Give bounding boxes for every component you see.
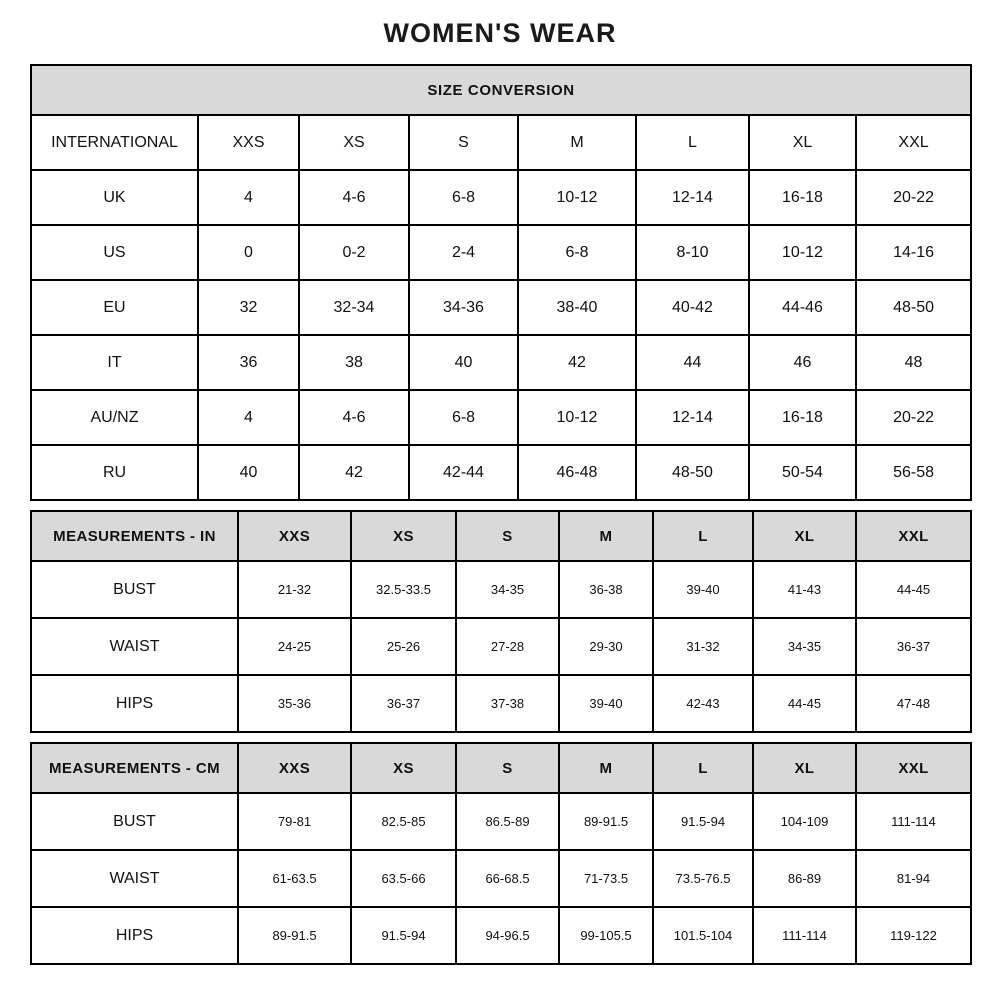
table-row <box>31 793 971 850</box>
measurements-cm-cell: 119-122 <box>856 907 971 964</box>
measurements-cm-cell: 101.5-104 <box>653 907 753 964</box>
size-conversion-col-header: XS <box>299 115 409 170</box>
size-conversion-cell: 40-42 <box>636 280 749 335</box>
size-conversion-col-header: XXL <box>856 115 971 170</box>
size-conversion-cell: 12-14 <box>636 390 749 445</box>
table-row <box>31 390 971 445</box>
size-conversion-header: SIZE CONVERSION <box>31 65 971 115</box>
measurements-in-size-header: L <box>653 511 753 561</box>
measurements-cm-cell: 111-114 <box>753 907 856 964</box>
measurements-in-cell: 32.5-33.5 <box>351 561 456 618</box>
size-conversion-cell: 40 <box>198 445 299 500</box>
measurements-cm-cell: 104-109 <box>753 793 856 850</box>
size-conversion-cell: 4 <box>198 390 299 445</box>
size-conversion-cell: 38-40 <box>518 280 636 335</box>
measurements-cm-size-header: S <box>456 743 559 793</box>
measurements-in-size-header: M <box>559 511 653 561</box>
measurements-in-cell: 27-28 <box>456 618 559 675</box>
size-conversion-cell: 10-12 <box>518 390 636 445</box>
size-conversion-cell: 10-12 <box>518 170 636 225</box>
measurements-cm-cell: 66-68.5 <box>456 850 559 907</box>
measurements-in-header: MEASUREMENTS - IN <box>31 511 238 561</box>
measurements-cm-table <box>30 742 972 965</box>
measurements-cm-cell: 61-63.5 <box>238 850 351 907</box>
size-conversion-cell: 48-50 <box>636 445 749 500</box>
size-conversion-cell: 14-16 <box>856 225 971 280</box>
measurements-cm-cell: 82.5-85 <box>351 793 456 850</box>
measurements-in-size-header: XL <box>753 511 856 561</box>
size-conversion-cell: 40 <box>409 335 518 390</box>
table-row <box>31 335 971 390</box>
measurements-cm-header-row <box>31 743 971 793</box>
table-row <box>31 850 971 907</box>
size-conversion-cell: 16-18 <box>749 390 856 445</box>
size-conversion-cell: 0 <box>198 225 299 280</box>
measurements-in-cell: 35-36 <box>238 675 351 732</box>
measurements-cm-cell: 99-105.5 <box>559 907 653 964</box>
measurements-cm-cell: 81-94 <box>856 850 971 907</box>
size-conversion-cell: 44 <box>636 335 749 390</box>
size-conversion-columns-row <box>31 115 971 170</box>
table-row <box>31 225 971 280</box>
size-conversion-header-row <box>31 65 971 115</box>
size-conversion-col-header: S <box>409 115 518 170</box>
size-conversion-cell: 42 <box>299 445 409 500</box>
measurements-cm-cell: 63.5-66 <box>351 850 456 907</box>
measurements-in-table <box>30 510 972 733</box>
measurements-in-cell: 24-25 <box>238 618 351 675</box>
size-conversion-row-label: UK <box>31 170 198 225</box>
size-conversion-cell: 6-8 <box>409 170 518 225</box>
measurements-cm-cell: 111-114 <box>856 793 971 850</box>
measurements-cm-size-header: XXL <box>856 743 971 793</box>
measurements-in-cell: 37-38 <box>456 675 559 732</box>
size-conversion-cell: 48-50 <box>856 280 971 335</box>
measurements-cm-cell: 79-81 <box>238 793 351 850</box>
measurements-in-size-header: XS <box>351 511 456 561</box>
table-row <box>31 170 971 225</box>
size-conversion-cell: 32-34 <box>299 280 409 335</box>
measurements-in-cell: 44-45 <box>856 561 971 618</box>
size-conversion-cell: 36 <box>198 335 299 390</box>
measurements-in-cell: 21-32 <box>238 561 351 618</box>
size-conversion-col-header: XL <box>749 115 856 170</box>
size-conversion-row-label: RU <box>31 445 198 500</box>
measurements-cm-cell: 89-91.5 <box>238 907 351 964</box>
size-conversion-cell: 48 <box>856 335 971 390</box>
size-conversion-cell: 56-58 <box>856 445 971 500</box>
size-conversion-col-header: XXS <box>198 115 299 170</box>
measurements-in-cell: 25-26 <box>351 618 456 675</box>
measurements-cm-row-label: WAIST <box>31 850 238 907</box>
size-conversion-cell: 34-36 <box>409 280 518 335</box>
measurements-in-cell: 34-35 <box>753 618 856 675</box>
size-conversion-cell: 0-2 <box>299 225 409 280</box>
measurements-in-cell: 36-38 <box>559 561 653 618</box>
measurements-cm-row-label: BUST <box>31 793 238 850</box>
measurements-cm-size-header: XS <box>351 743 456 793</box>
table-row <box>31 618 971 675</box>
measurements-cm-header: MEASUREMENTS - CM <box>31 743 238 793</box>
measurements-in-size-header: XXS <box>238 511 351 561</box>
measurements-cm-size-header: L <box>653 743 753 793</box>
size-conversion-cell: 6-8 <box>518 225 636 280</box>
size-conversion-cell: 38 <box>299 335 409 390</box>
size-conversion-table <box>30 64 972 501</box>
measurements-cm-row-label: HIPS <box>31 907 238 964</box>
size-conversion-cell: 4-6 <box>299 390 409 445</box>
measurements-cm-cell: 91.5-94 <box>653 793 753 850</box>
measurements-in-cell: 36-37 <box>856 618 971 675</box>
table-row <box>31 445 971 500</box>
measurements-in-cell: 31-32 <box>653 618 753 675</box>
size-conversion-row-label: IT <box>31 335 198 390</box>
measurements-in-cell: 34-35 <box>456 561 559 618</box>
size-conversion-cell: 46-48 <box>518 445 636 500</box>
size-conversion-cell: 32 <box>198 280 299 335</box>
size-conversion-cell: 4-6 <box>299 170 409 225</box>
size-conversion-cell: 50-54 <box>749 445 856 500</box>
measurements-in-row-label: WAIST <box>31 618 238 675</box>
measurements-cm-cell: 86-89 <box>753 850 856 907</box>
measurements-in-row-label: HIPS <box>31 675 238 732</box>
measurements-cm-cell: 86.5-89 <box>456 793 559 850</box>
size-conversion-cell: 20-22 <box>856 170 971 225</box>
size-conversion-col-header: L <box>636 115 749 170</box>
size-conversion-col-header: M <box>518 115 636 170</box>
measurements-in-cell: 39-40 <box>559 675 653 732</box>
size-conversion-row-label: EU <box>31 280 198 335</box>
size-conversion-cell: 42-44 <box>409 445 518 500</box>
measurements-in-size-header: XXL <box>856 511 971 561</box>
size-conversion-cell: 46 <box>749 335 856 390</box>
measurements-in-cell: 41-43 <box>753 561 856 618</box>
measurements-in-cell: 44-45 <box>753 675 856 732</box>
measurements-in-cell: 36-37 <box>351 675 456 732</box>
size-conversion-col-header: INTERNATIONAL <box>31 115 198 170</box>
size-conversion-cell: 6-8 <box>409 390 518 445</box>
measurements-cm-cell: 94-96.5 <box>456 907 559 964</box>
measurements-in-cell: 29-30 <box>559 618 653 675</box>
size-conversion-cell: 20-22 <box>856 390 971 445</box>
measurements-in-header-row <box>31 511 971 561</box>
measurements-cm-size-header: XL <box>753 743 856 793</box>
size-conversion-row-label: US <box>31 225 198 280</box>
measurements-in-cell: 42-43 <box>653 675 753 732</box>
size-conversion-cell: 42 <box>518 335 636 390</box>
measurements-cm-size-header: M <box>559 743 653 793</box>
table-row <box>31 675 971 732</box>
measurements-cm-cell: 91.5-94 <box>351 907 456 964</box>
size-conversion-cell: 16-18 <box>749 170 856 225</box>
size-conversion-row-label: AU/NZ <box>31 390 198 445</box>
table-row <box>31 907 971 964</box>
size-conversion-cell: 8-10 <box>636 225 749 280</box>
table-row <box>31 561 971 618</box>
measurements-cm-cell: 73.5-76.5 <box>653 850 753 907</box>
table-row <box>31 280 971 335</box>
measurements-cm-size-header: XXS <box>238 743 351 793</box>
measurements-cm-cell: 89-91.5 <box>559 793 653 850</box>
size-conversion-cell: 4 <box>198 170 299 225</box>
measurements-in-cell: 39-40 <box>653 561 753 618</box>
measurements-in-size-header: S <box>456 511 559 561</box>
size-conversion-cell: 44-46 <box>749 280 856 335</box>
measurements-cm-cell: 71-73.5 <box>559 850 653 907</box>
measurements-in-row-label: BUST <box>31 561 238 618</box>
measurements-in-cell: 47-48 <box>856 675 971 732</box>
size-conversion-cell: 10-12 <box>749 225 856 280</box>
size-conversion-cell: 12-14 <box>636 170 749 225</box>
size-conversion-cell: 2-4 <box>409 225 518 280</box>
page-title: WOMEN'S WEAR <box>383 18 617 48</box>
